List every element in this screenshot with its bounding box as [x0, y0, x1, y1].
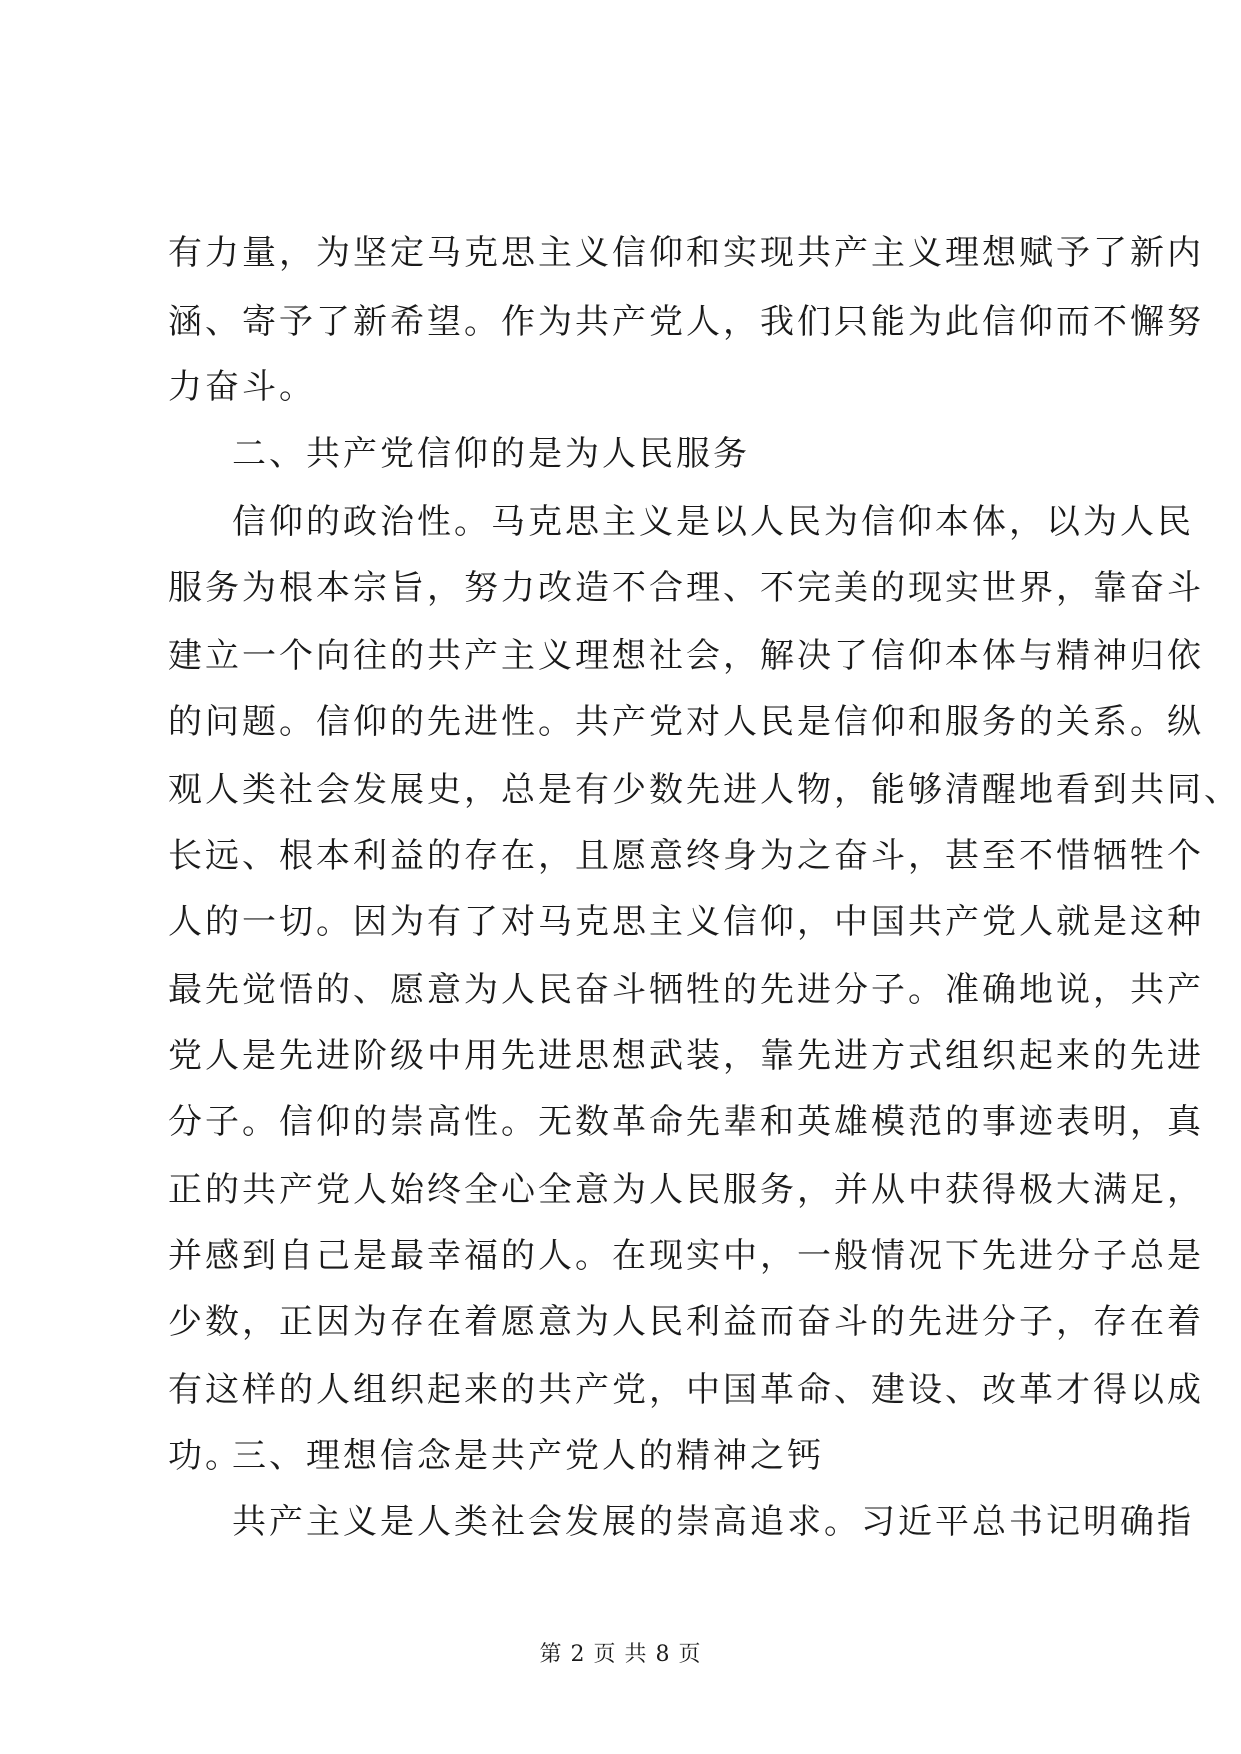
body-text-line: 有力量，为坚定马克思主义信仰和实现共产主义理想赋予了新内: [168, 233, 1204, 273]
body-text-line: 涵、寄予了新希望。作为共产党人，我们只能为此信仰而不懈努: [168, 302, 1204, 342]
body-text-line: 观人类社会发展史，总是有少数先进人物，能够清醒地看到共同、: [168, 770, 1241, 810]
body-text-line: 建立一个向往的共产主义理想社会，解决了信仰本体与精神归依: [168, 636, 1204, 676]
body-text-line: 长远、根本利益的存在，且愿意终身为之奋斗，甚至不惜牺牲个: [168, 836, 1204, 876]
body-text-line: 最先觉悟的、愿意为人民奋斗牺牲的先进分子。准确地说，共产: [168, 970, 1204, 1010]
body-text-line: 人的一切。因为有了对马克思主义信仰，中国共产党人就是这种: [168, 902, 1204, 942]
body-text-line: 信仰的政治性。马克思主义是以人民为信仰本体，以为人民: [232, 502, 1194, 542]
body-text-line: 共产主义是人类社会发展的崇高追求。习近平总书记明确指: [232, 1502, 1194, 1542]
section-heading: 三、理想信念是共产党人的精神之钙: [232, 1436, 824, 1476]
body-text-line: 并感到自己是最幸福的人。在现实中，一般情况下先进分子总是: [168, 1236, 1204, 1276]
body-text-line: 功。: [168, 1436, 242, 1476]
body-text-line: 少数，正因为存在着愿意为人民利益而奋斗的先进分子，存在着: [168, 1302, 1204, 1342]
body-text-line: 有这样的人组织起来的共产党，中国革命、建设、改革才得以成: [168, 1370, 1204, 1410]
body-text-line: 服务为根本宗旨，努力改造不合理、不完美的现实世界，靠奋斗: [168, 568, 1204, 608]
body-text-line: 分子。信仰的崇高性。无数革命先辈和英雄模范的事迹表明，真: [168, 1102, 1204, 1142]
body-text-line: 党人是先进阶级中用先进思想武装，靠先进方式组织起来的先进: [168, 1036, 1204, 1076]
body-text-line: 正的共产党人始终全心全意为人民服务，并从中获得极大满足，: [168, 1170, 1204, 1210]
body-text-line: 力奋斗。: [168, 367, 316, 407]
section-heading: 二、共产党信仰的是为人民服务: [232, 434, 750, 474]
body-text-line: 的问题。信仰的先进性。共产党对人民是信仰和服务的关系。纵: [168, 702, 1204, 742]
page-footer: 第 2 页 共 8 页: [539, 1642, 702, 1667]
